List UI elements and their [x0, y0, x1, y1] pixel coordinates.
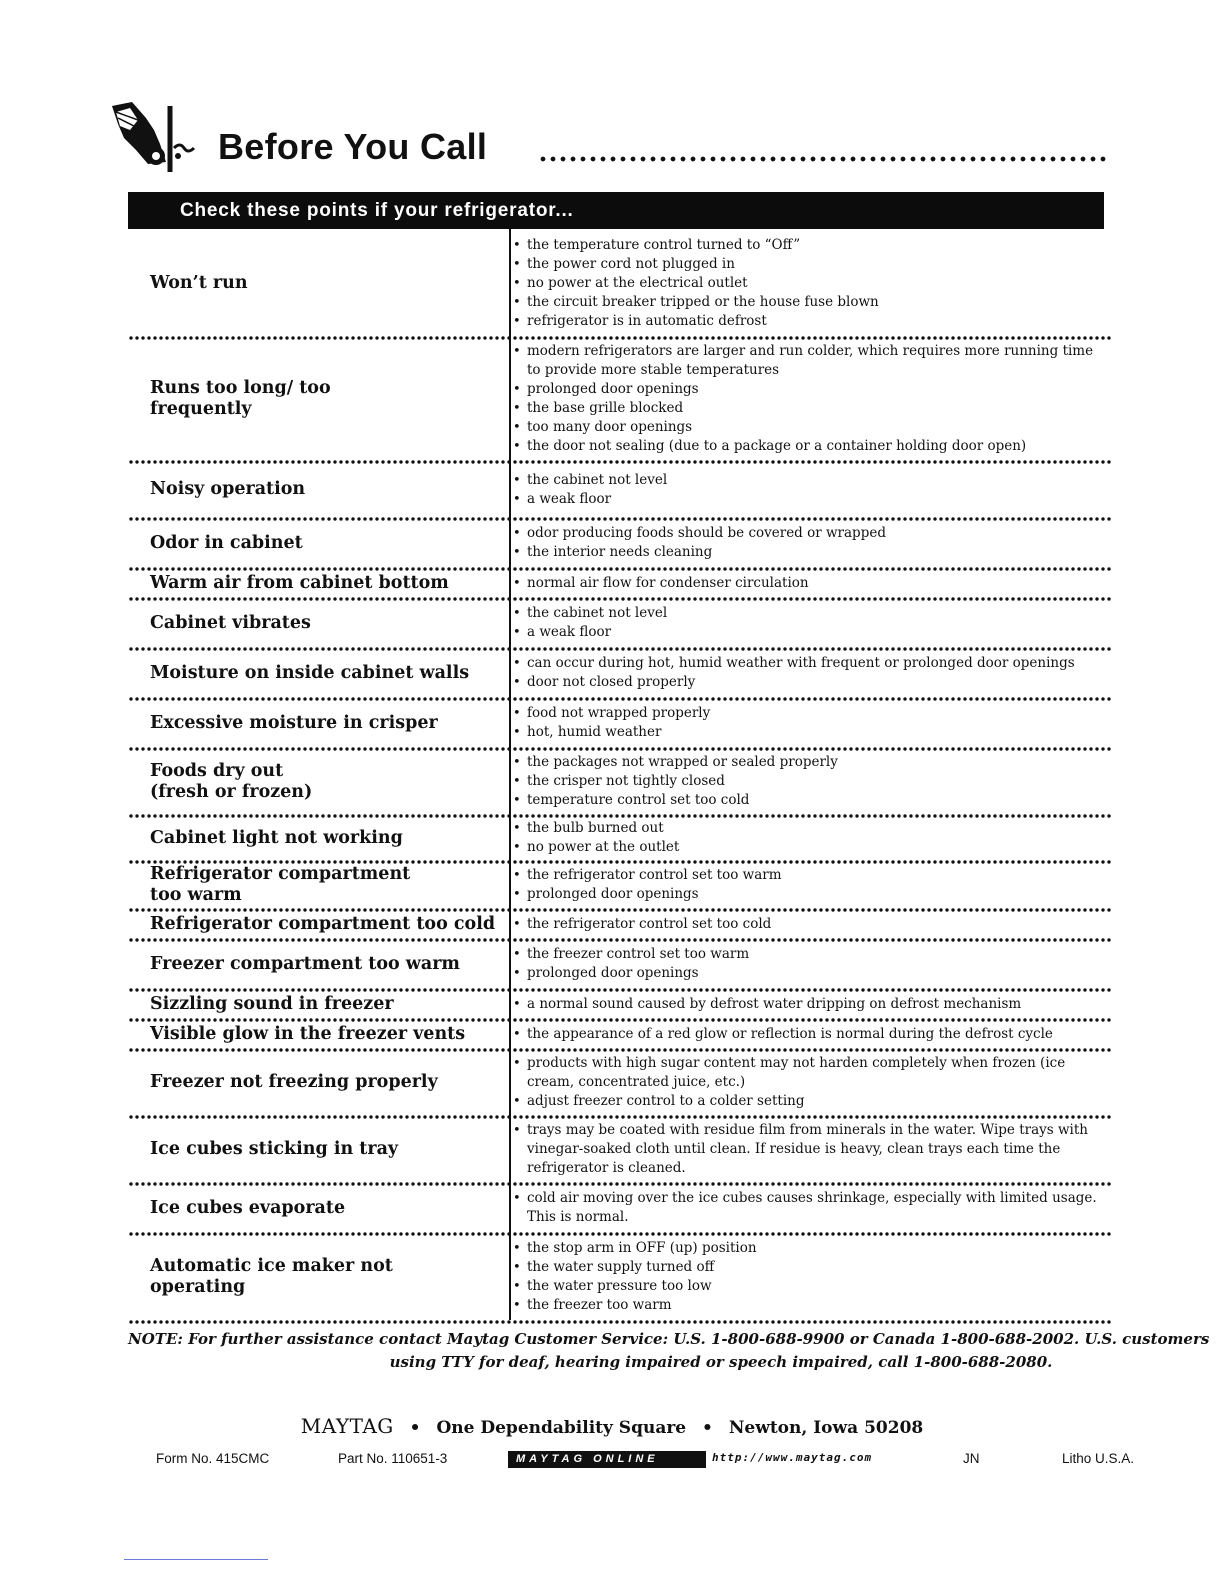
- list-item: • door not closed properly: [512, 673, 1105, 692]
- table-row: [128, 939, 1111, 989]
- brand-name: MAYTAG: [300, 1414, 394, 1438]
- list-item: • odor producing foods should be covered or wrapped: [512, 524, 1105, 543]
- list-item: • can occur during hot, humid weather with frequent or prolonged door openings: [512, 654, 1105, 673]
- list-item: • hot, humid weather: [512, 723, 1105, 742]
- list-item: • a normal sound caused by defrost water dripping on defrost mechanism: [512, 995, 1105, 1014]
- table-row: [128, 909, 1111, 939]
- symptom-label: Won’t run: [150, 272, 248, 293]
- list-item: • no power at the outlet: [512, 838, 1105, 857]
- row-separator: [128, 1320, 1111, 1324]
- part-number: Part No. 110651-3: [338, 1451, 448, 1466]
- list-item: • the bulb burned out: [512, 819, 1105, 838]
- service-technician-icon: [108, 100, 218, 175]
- city-state-zip: Newton, Iowa 50208: [728, 1418, 924, 1438]
- form-number: Form No. 415CMC: [156, 1451, 270, 1466]
- cause-list: [512, 909, 1105, 939]
- cause-list: [512, 1116, 1105, 1183]
- website-link[interactable]: http://www.maytag.com: [712, 1451, 873, 1464]
- customer-service-note: [128, 1328, 1210, 1374]
- symptom-label: Freezer compartment too warm: [150, 953, 460, 974]
- list-item: • the door not sealing (due to a package or a container holding door open): [512, 437, 1105, 456]
- scan-artifact-line: [124, 1559, 268, 1560]
- list-item: • no power at the electrical outlet: [512, 274, 1105, 293]
- list-item: • the power cord not plugged in: [512, 255, 1105, 274]
- cause-list: [512, 229, 1105, 337]
- list-item: • the refrigerator control set too warm: [512, 866, 1105, 885]
- list-item: • the cabinet not level: [512, 471, 1105, 490]
- cause-list: [512, 598, 1105, 648]
- list-item: • the interior needs cleaning: [512, 543, 1105, 562]
- table-row: [128, 748, 1111, 815]
- cause-list: [512, 1233, 1105, 1321]
- symptom-label: Warm air from cabinet bottom: [150, 572, 449, 593]
- cause-list: [512, 861, 1105, 909]
- page-header: [108, 100, 1108, 190]
- list-item: • the circuit breaker tripped or the house fuse blown: [512, 293, 1105, 312]
- company-address: [0, 1414, 1224, 1438]
- list-item: • prolonged door openings: [512, 885, 1105, 904]
- list-item: • the stop arm in OFF (up) position: [512, 1239, 1105, 1258]
- list-item: • normal air flow for condenser circulation: [512, 574, 1105, 593]
- cause-list: [512, 748, 1105, 815]
- section-banner: Check these points if your refrigerator...: [128, 192, 1104, 229]
- cause-list: [512, 1019, 1105, 1049]
- street-address: One Dependability Square: [436, 1418, 687, 1438]
- list-item: • products with high sugar content may not harden completely when frozen (ice cream, concentrated juice, etc.): [512, 1054, 1105, 1092]
- title-leader-dots: [538, 156, 1108, 162]
- list-item: • the freezer control set too warm: [512, 945, 1105, 964]
- cause-list: [512, 939, 1105, 989]
- table-row: [128, 461, 1111, 518]
- table-row: [128, 337, 1111, 461]
- cause-list: [512, 648, 1105, 698]
- list-item: • the water supply turned off: [512, 1258, 1105, 1277]
- list-item: • the temperature control turned to “Off”: [512, 236, 1105, 255]
- table-row: [128, 1116, 1111, 1183]
- table-row: [128, 989, 1111, 1019]
- note-line: NOTE: For further assistance contact Maytag Customer Service: U.S. 1-800-688-9900 or Canada 1-800-688-2002. U.S. customers: [128, 1330, 1210, 1348]
- cause-list: [512, 461, 1105, 518]
- list-item: • refrigerator is in automatic defrost: [512, 312, 1105, 331]
- cause-list: [512, 815, 1105, 861]
- symptom-label: Excessive moisture in crisper: [150, 712, 438, 733]
- list-item: • the base grille blocked: [512, 399, 1105, 418]
- list-item: • cold air moving over the ice cubes causes shrinkage, especially with limited usage. This is normal.: [512, 1189, 1105, 1227]
- symptom-label: Cabinet light not working: [150, 827, 403, 848]
- symptom-label: Foods dry out (fresh or frozen): [150, 760, 313, 802]
- list-item: • the packages not wrapped or sealed properly: [512, 753, 1105, 772]
- list-item: • modern refrigerators are larger and run colder, which requires more running time to provide more stable temperatures: [512, 342, 1105, 380]
- symptom-label: Automatic ice maker not operating: [150, 1256, 393, 1297]
- print-code: JN: [963, 1451, 980, 1466]
- note-line: using TTY for deaf, hearing impaired or speech impaired, call 1-800-688-2080.: [389, 1353, 1053, 1371]
- list-item: • the crisper not tightly closed: [512, 772, 1105, 791]
- list-item: • prolonged door openings: [512, 380, 1105, 399]
- bullet-separator: •: [702, 1418, 713, 1438]
- litho-label: Litho U.S.A.: [1062, 1451, 1135, 1466]
- symptom-label: Refrigerator compartment too cold: [150, 913, 496, 934]
- table-row: [128, 229, 1111, 337]
- symptom-label: Freezer not freezing properly: [150, 1072, 438, 1092]
- table-row: [128, 698, 1111, 748]
- list-item: • the freezer too warm: [512, 1296, 1105, 1315]
- table-row: [128, 568, 1111, 598]
- symptom-label: Runs too long/ too frequently: [150, 378, 331, 419]
- bullet-separator: •: [409, 1418, 421, 1438]
- symptom-label: Sizzling sound in freezer: [150, 993, 394, 1014]
- table-row: [128, 1019, 1111, 1049]
- cause-list: [512, 337, 1105, 461]
- list-item: • the cabinet not level: [512, 604, 1105, 623]
- maytag-online-logo: MAYTAG ONLINE: [508, 1451, 706, 1468]
- table-row: [128, 815, 1111, 861]
- table-row: [128, 861, 1111, 909]
- symptom-label: Ice cubes sticking in tray: [150, 1139, 399, 1159]
- symptom-label: Visible glow in the freezer vents: [150, 1023, 466, 1044]
- table-row: [128, 1049, 1111, 1116]
- column-divider: [509, 229, 511, 1320]
- symptom-label: Refrigerator compartment too warm: [150, 864, 411, 905]
- list-item: • adjust freezer control to a colder setting: [512, 1092, 1105, 1111]
- table-row: [128, 1183, 1111, 1233]
- list-item: • the refrigerator control set too cold: [512, 915, 1105, 934]
- list-item: • food not wrapped properly: [512, 704, 1105, 723]
- list-item: • the water pressure too low: [512, 1277, 1105, 1296]
- symptom-label: Noisy operation: [150, 479, 306, 499]
- symptom-label: Odor in cabinet: [150, 532, 303, 553]
- cause-list: [512, 518, 1105, 568]
- cause-list: [512, 1183, 1105, 1233]
- list-item: • temperature control set too cold: [512, 791, 1105, 810]
- table-row: [128, 598, 1111, 648]
- list-item: • a weak floor: [512, 490, 1105, 509]
- list-item: • the appearance of a red glow or reflection is normal during the defrost cycle: [512, 1025, 1105, 1044]
- symptom-label: Moisture on inside cabinet walls: [150, 662, 470, 683]
- table-row: [128, 1233, 1111, 1321]
- cause-list: [512, 568, 1105, 598]
- list-item: • too many door openings: [512, 418, 1105, 437]
- page-title: Before You Call: [218, 126, 488, 167]
- symptom-label: Ice cubes evaporate: [150, 1197, 346, 1218]
- cause-list: [512, 1049, 1105, 1116]
- table-row: [128, 518, 1111, 568]
- list-item: • trays may be coated with residue film from minerals in the water. Wipe trays with vinegar-soaked cloth until clean. If residue is heavy, clean trays each time the refrigerator is cleaned.: [512, 1121, 1105, 1178]
- list-item: • a weak floor: [512, 623, 1105, 642]
- list-item: • prolonged door openings: [512, 964, 1105, 983]
- cause-list: [512, 989, 1105, 1019]
- symptom-label: Cabinet vibrates: [150, 612, 311, 633]
- cause-list: [512, 698, 1105, 748]
- table-row: [128, 648, 1111, 698]
